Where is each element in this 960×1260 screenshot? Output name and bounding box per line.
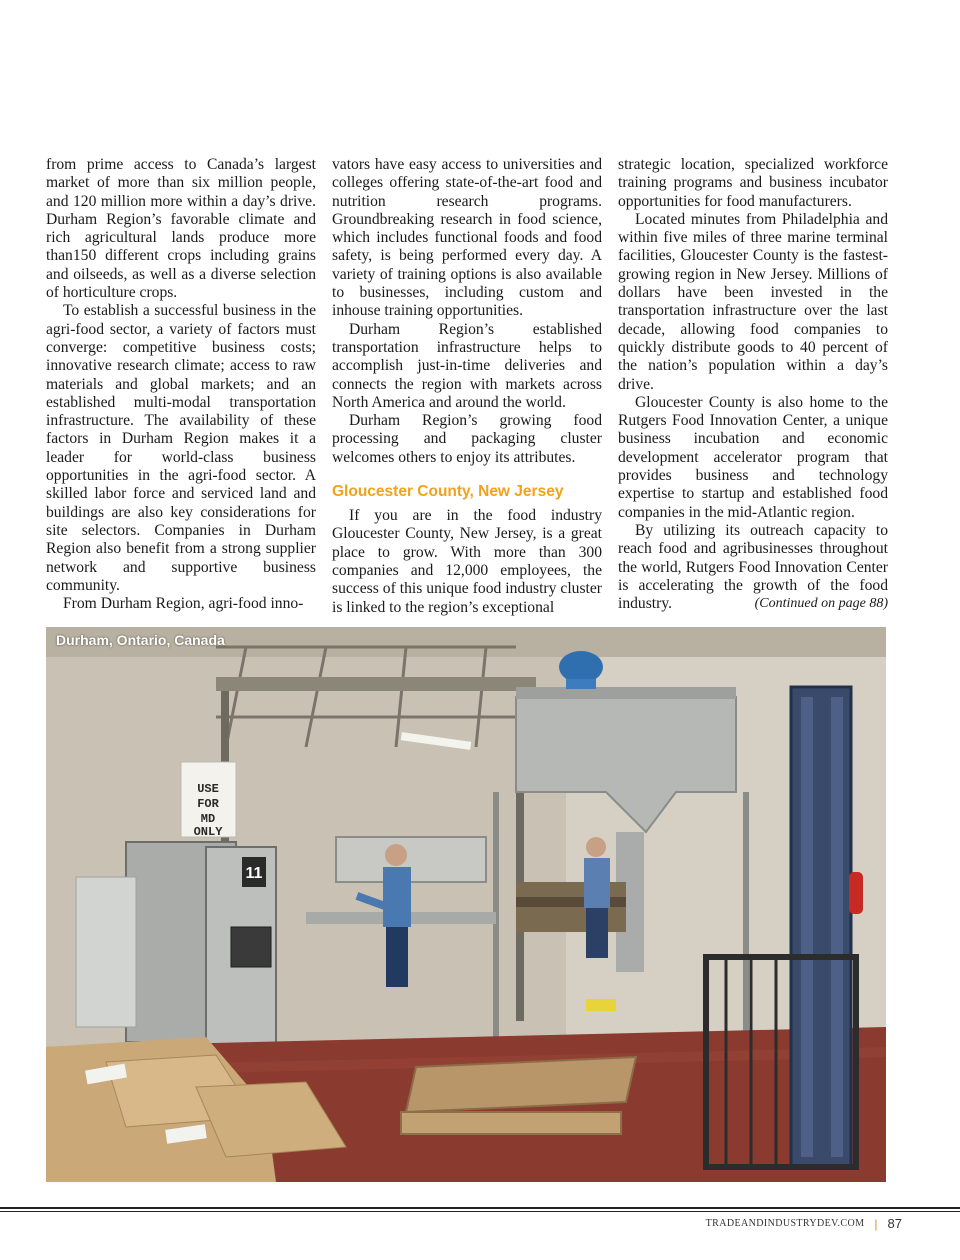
paragraph: To establish a successful business in the agri-food sector, a variety of factors must converge: competitive business costs; innovative research climate; access to raw materials and global markets; and an established multi-modal transportation infrastructure. The availability of these factors in Durham Region makes it a leader for world-class business opportunities in the agri-food sector. A skilled labor force and serviced land and buildings are also key considerations for site selectors. Companies in Durham Region also benefit from a strong supplier network and supportive business community. — [46, 302, 316, 594]
paragraph: from prime access to Canada’s largest market of more than six million people, and 120 million more within a day’s drive. Durham Region’s favorable climate and rich agricultural lands produce more than150 different crops including grains and oilseeds, as well as a diverse selection of horticulture crops. — [46, 156, 316, 302]
bucket-text-line-4: ONLY — [193, 825, 223, 839]
bucket-text-line-1: USE — [197, 782, 219, 796]
paragraph: From Durham Region, agri-food inno- — [63, 595, 304, 613]
footer-rule-thin — [0, 1211, 960, 1212]
site-url[interactable]: TRADEANDINDUSTRYDEV.COM — [705, 1218, 865, 1229]
paragraph: If you are in the food industry Gloucester County, New Jersey, is a great place to grow. With more than 300 companies and 12,000 employees, the success of this unique food industry cluster is linked to the region’s exceptional — [332, 507, 602, 616]
paragraph: Located minutes from Philadelphia and within five miles of three marine terminal facilities, Gloucester County is the fastest-growing region in New Jersey. Millions of dollars have been invested in the transportation infrastructure over the last decade, allowing food companies to quickly distribute goods to 40 percent of the nation’s population within a day’s drive. — [618, 210, 888, 393]
page-footer — [706, 1216, 902, 1231]
bucket-text-line-3: MD — [200, 812, 216, 826]
bucket-text-line-2: FOR — [197, 797, 219, 811]
paragraph: Durham Region’s growing food processing and packaging cluster welcomes others to enjoy its attributes. — [332, 412, 602, 466]
footer-rule — [0, 1207, 960, 1209]
column-1 — [46, 156, 316, 617]
page-number: 87 — [887, 1216, 902, 1231]
footer-separator: | — [874, 1216, 878, 1231]
factory-photo-illustration — [46, 627, 886, 1182]
paragraph: strategic location, specialized workforce training programs and business incubator opportunities for food manufacturers. — [618, 156, 888, 210]
paragraph: Durham Region’s established transportation infrastructure helps to accomplish just-in-time deliveries and connects the region with markets across North America and around the world. — [332, 320, 602, 411]
column-2 — [332, 156, 602, 617]
paragraph: vators have easy access to universities and colleges offering state-of-the-art food and nutrition research programs. Groundbreaking research in food science, which includes functional foods and food safety, is being performed every day. A variety of training options is also available to businesses, including custom and inhouse training opportunities. — [332, 156, 602, 320]
paragraph-text: By utilizing its outreach capacity to reach food and agribusinesses throughout the world, Rutgers Food Innovation Center is accelerating the growth of the food industry. — [618, 521, 888, 613]
continued-note[interactable]: (Continued on page 88) — [754, 596, 888, 612]
factory-photo — [46, 627, 886, 1182]
column-3 — [618, 156, 888, 617]
paragraph: Gloucester County is also home to the Rutgers Food Innovation Center, a unique business incubation and economic development accelerator program that provides business and technology expertise to startup and established food companies in the mid-Atlantic region. — [618, 393, 888, 521]
photo-caption: Durham, Ontario, Canada — [56, 632, 225, 648]
paragraph — [618, 522, 888, 613]
section-heading: Gloucester County, New Jersey — [332, 483, 564, 501]
machine-number: 11 — [245, 865, 263, 882]
article-columns — [46, 156, 888, 617]
